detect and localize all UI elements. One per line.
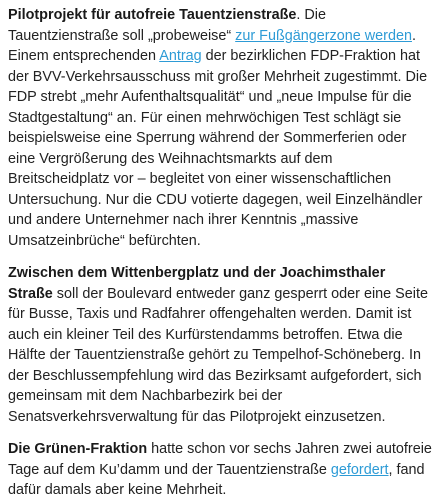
paragraph-text: der bezirklichen FDP-Fraktion hat der BVV-Verkehrsausschuss mit großer Mehrheit zugestimmt. Die FDP strebt „mehr Aufenthaltsqualität“ und „neue Impulse für die Stadtgestaltung“ an. Für einen mehrwöchigen Test schlägt sie beispielsweise eine Sperrung während der Sommerferien oder eine Vergrößerung des Weihnachtsmarkts auf dem Breitscheidplatz vor – begleitet von einer wissenschaftlichen Untersuchung. Nur die CDU votierte dagegen, weil Einzelhändler und andere Unternehmer nach ihrer Kenntnis „massive Umsatzeinbrüche“ befürchten. (8, 48, 428, 249)
paragraph-lead: Zwischen dem Wittenbergplatz und der Joachimsthaler Straße (8, 265, 386, 302)
paragraph-pilotprojekt (8, 5, 433, 251)
paragraph-lead: Die Grünen-Fraktion (8, 441, 148, 457)
paragraph-text: , fand dafür damals aber keine Mehrheit. (8, 461, 425, 498)
link-antrag[interactable]: Antrag (159, 48, 202, 64)
paragraph-gruene (8, 439, 433, 501)
paragraph-text: soll der Boulevard entweder ganz gesperrt oder eine Seite für Busse, Taxis und Radfahrer offengehalten werden. Damit ist auch ein kleiner Teil des Kurfürstendamms betroffen. Etwa die Hälfte der Tauentzienstraße gehört zu Tempelhof-Schöneberg. In der Beschlussempfehlung wird das Bezirksamt aufgefordert, sich gemeinsam mit dem Nachbarbezirk bei der Senatsverkehrsverwaltung für das Pilotprojekt einzusetzen. (8, 285, 428, 425)
link-gefordert[interactable]: gefordert (330, 461, 389, 478)
paragraph-wittenbergplatz (8, 263, 433, 427)
link-fussgaengerzone[interactable]: zur Fußgängerzone werden (235, 27, 412, 44)
paragraph-text: hatte schon vor sechs Jahren zwei autofreie Tage auf dem Ku’damm und der Tauentzienstraße (8, 441, 432, 478)
paragraph-text: . Einem entsprechenden (8, 27, 416, 64)
paragraph-text: . Die Tauentzienstraße soll „probeweise“ (8, 7, 326, 44)
paragraph-lead: Pilotprojekt für autofreie Tauentzienstraße (8, 7, 297, 23)
